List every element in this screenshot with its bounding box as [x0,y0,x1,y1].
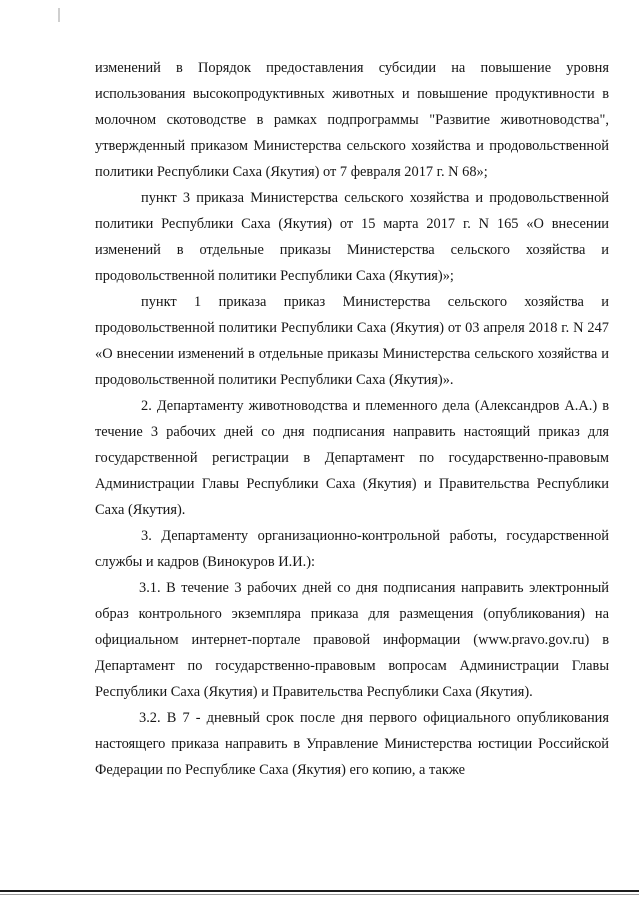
scan-bottom-edge [0,890,639,892]
scan-mark [58,8,60,22]
paragraph-section-3-1: 3.1. В течение 3 рабочих дней со дня подписания направить электронный образ контрольного экземпляра приказа для размещения (опубликования) на официальном интернет-портале правовой информации (www.pravo.gov.ru) в Департамент по государственно-правовым вопросам Администрации Главы Республики Саха (Якутия) и Правительства Республики Саха (Якутия). [95,580,609,700]
paragraph-continuation: изменений в Порядок предоставления субсидии на повышение уровня использования высокопродуктивных животных и повышение продуктивности в молочном скотоводстве в рамках подпрограммы "Развитие животноводства", утвержденный приказом Министерства сельского хозяйства и продовольственной политики Республики Саха (Якутия) от 7 февраля 2017 г. N 68»; [95,60,609,180]
paragraph-item-3: пункт 3 приказа Министерства сельского хозяйства и продовольственной политики Республики Саха (Якутия) от 15 марта 2017 г. N 165 «О внесении изменений в отдельные приказы Министерства сельского хозяйства и продовольственной политики Республики Саха (Якутия)»; [95,190,609,284]
paragraph-item-1: пункт 1 приказа приказ Министерства сельского хозяйства и продовольственной политики Республики Саха (Якутия) от 03 апреля 2018 г. N 247 «О внесении изменений в отдельные приказы Министерства сельского хозяйства и продовольственной политики Республики Саха (Якутия)». [95,294,609,388]
paragraph-section-3: 3. Департаменту организационно-контрольной работы, государственной службы и кадров (Винокуров И.И.): [95,528,609,570]
document-body [95,55,609,783]
scan-bottom-shadow [0,894,639,895]
paragraph-section-3-2: 3.2. В 7 - дневный срок после дня первого официального опубликования настоящего приказа направить в Управление Министерства юстиции Российской Федерации по Республике Саха (Якутия) его копию, а также [95,710,609,778]
paragraph-section-2: 2. Департаменту животноводства и племенного дела (Александров А.А.) в течение 3 рабочих дней со дня подписания направить настоящий приказ для государственной регистрации в Департамент по государственно-правовым Администрации Главы Республики Саха (Якутия) и Правительства Республики Саха (Якутия). [95,398,609,518]
